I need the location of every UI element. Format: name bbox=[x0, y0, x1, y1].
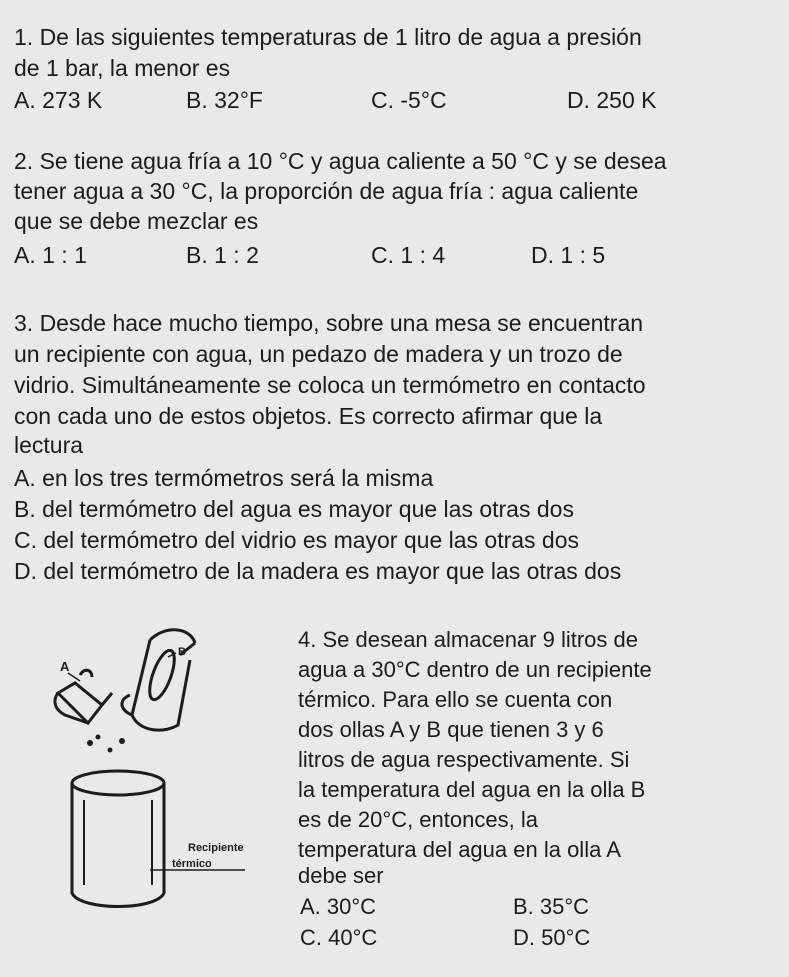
question-4-line-4: dos ollas A y B que tienen 3 y 6 bbox=[298, 717, 604, 742]
pot-b-label: B bbox=[178, 646, 186, 658]
question-1-line-2: de 1 bar, la menor es bbox=[14, 55, 231, 81]
question-1-option-c: C. -5°C bbox=[371, 87, 447, 113]
question-4-line-1: 4. Se desean almacenar 9 litros de bbox=[298, 627, 638, 652]
container-label-line-1: Recipiente bbox=[188, 842, 244, 854]
pots-and-container-figure bbox=[40, 615, 290, 935]
question-2-option-b: B. 1 : 2 bbox=[186, 242, 259, 268]
water-drops bbox=[87, 735, 125, 753]
question-2-option-c: C. 1 : 4 bbox=[371, 242, 446, 268]
pot-a-label: A bbox=[60, 659, 70, 674]
question-1-option-a: A. 273 K bbox=[14, 87, 103, 113]
container-label-line-2: térmico bbox=[172, 858, 212, 870]
question-3-option-d: D. del termómetro de la madera es mayor que las otras dos bbox=[14, 558, 622, 584]
question-3-line-5: lectura bbox=[14, 432, 84, 458]
question-1-option-d: D. 250 K bbox=[567, 87, 657, 113]
question-4-option-a: A. 30°C bbox=[300, 894, 377, 919]
question-3-line-4: con cada uno de estos objetos. Es correcto afirmar que la bbox=[14, 403, 603, 429]
question-4-option-b: B. 35°C bbox=[513, 894, 590, 919]
question-4-line-6: la temperatura del agua en la olla B bbox=[298, 777, 646, 802]
question-2-line-1: 2. Se tiene agua fría a 10 °C y agua caliente a 50 °C y se desea bbox=[14, 148, 667, 174]
question-4-line-7: es de 20°C, entonces, la bbox=[298, 807, 538, 832]
question-4-option-d: D. 50°C bbox=[513, 925, 591, 950]
question-2-line-2: tener agua a 30 °C, la proporción de agua fría : agua caliente bbox=[14, 178, 639, 204]
question-3-line-1: 3. Desde hace mucho tiempo, sobre una mesa se encuentran bbox=[14, 310, 644, 336]
question-3-option-c: C. del termómetro del vidrio es mayor que las otras dos bbox=[14, 527, 580, 553]
question-2-line-3: que se debe mezclar es bbox=[14, 208, 259, 234]
question-3-option-b: B. del termómetro del agua es mayor que las otras dos bbox=[14, 496, 574, 522]
pot-b-illustration bbox=[122, 630, 195, 730]
question-1-option-b: B. 32°F bbox=[186, 87, 263, 113]
question-3-line-2: un recipiente con agua, un pedazo de madera y un trozo de bbox=[14, 341, 623, 367]
pot-a-illustration bbox=[55, 670, 112, 723]
question-4-line-5: litros de agua respectivamente. Si bbox=[298, 747, 630, 772]
question-2-option-d: D. 1 : 5 bbox=[531, 242, 606, 268]
thermal-container-illustration bbox=[72, 771, 164, 907]
question-4-line-9: debe ser bbox=[298, 863, 384, 888]
question-3-option-a: A. en los tres termómetros será la misma bbox=[14, 465, 434, 491]
question-3-line-3: vidrio. Simultáneamente se coloca un termómetro en contacto bbox=[14, 372, 646, 398]
question-2-option-a: A. 1 : 1 bbox=[14, 242, 87, 268]
question-4-option-c: C. 40°C bbox=[300, 925, 378, 950]
question-1-line-1: 1. De las siguientes temperaturas de 1 litro de agua a presión bbox=[14, 24, 642, 50]
question-4-line-2: agua a 30°C dentro de un recipiente bbox=[298, 657, 652, 682]
question-4-line-3: térmico. Para ello se cuenta con bbox=[298, 687, 613, 712]
question-4-line-8: temperatura del agua en la olla A bbox=[298, 837, 621, 862]
